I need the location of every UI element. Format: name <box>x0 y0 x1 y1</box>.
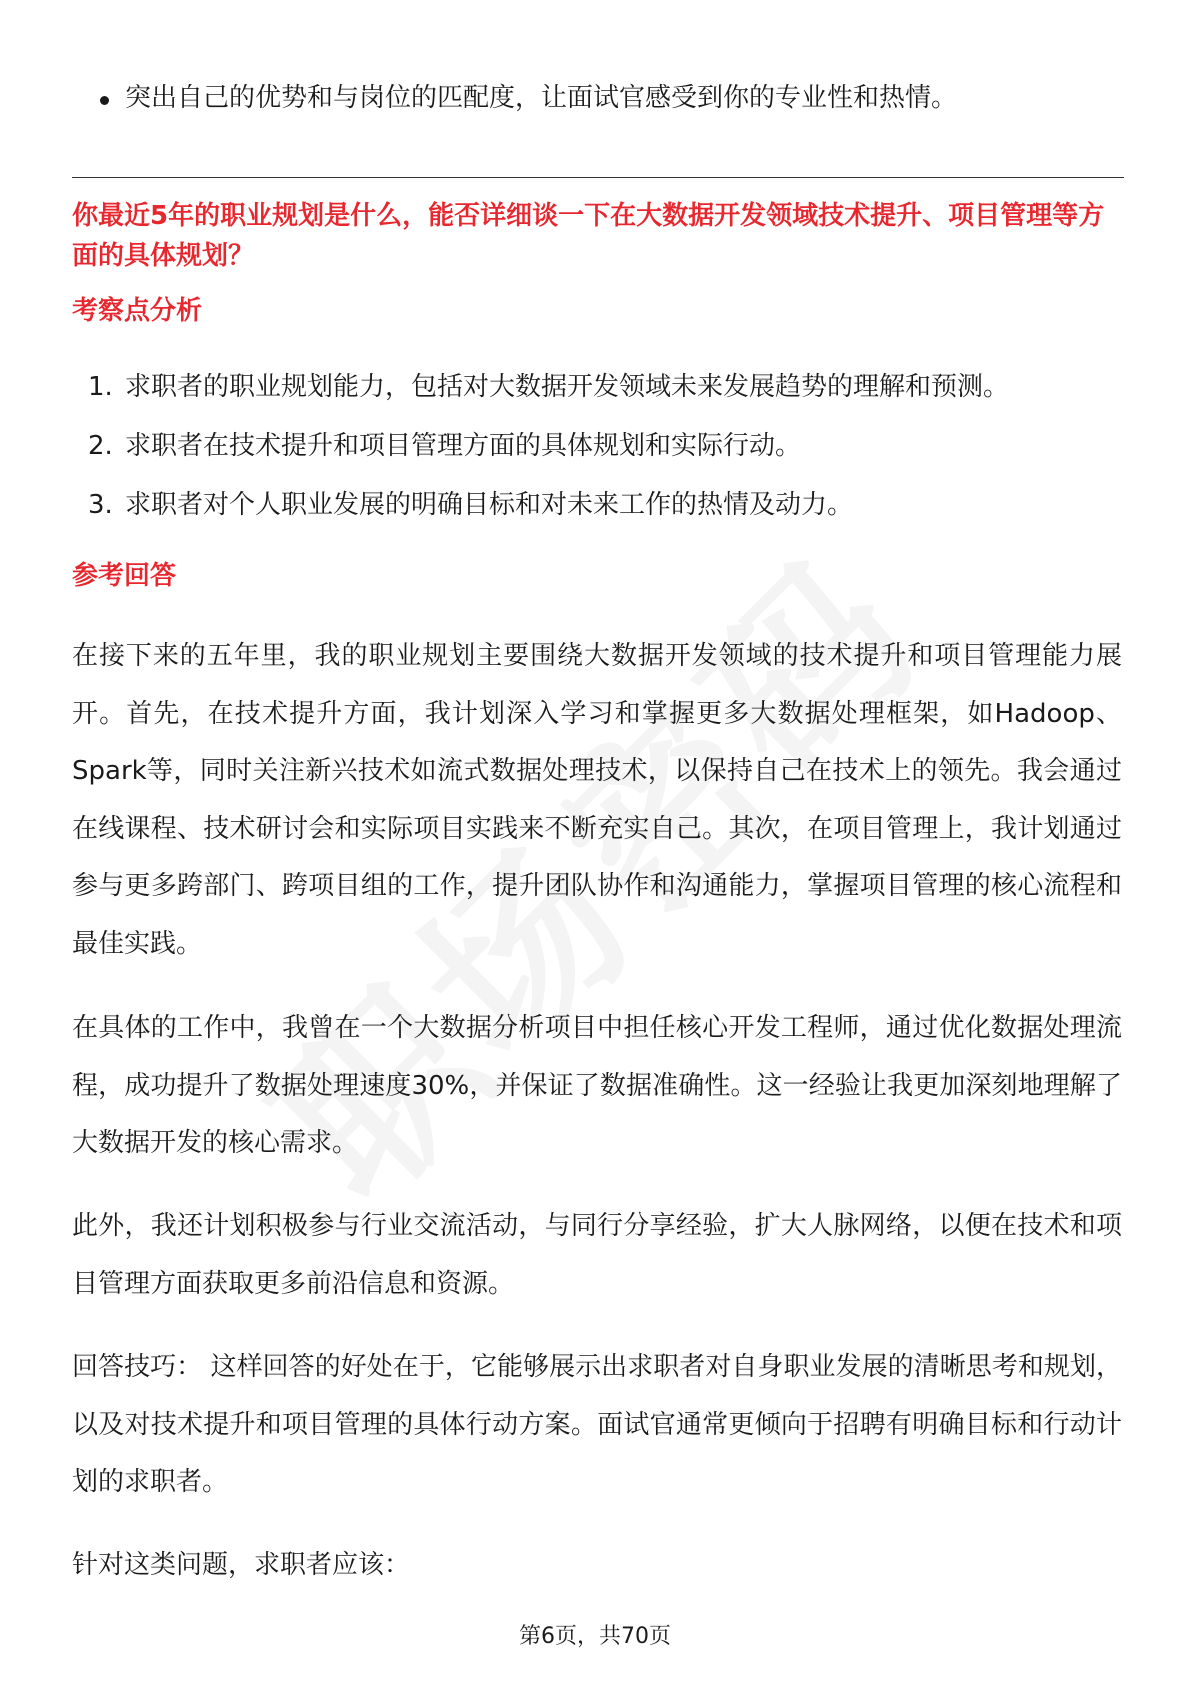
page-number-footer: 第6页，共70页 <box>519 1624 671 1649</box>
list-item-number: 2. <box>88 431 113 461</box>
list-item <box>72 367 1009 407</box>
list-item <box>72 485 1009 525</box>
answer-tips-paragraph: 回答技巧： 这样回答的好处在于，它能够展示出求职者对自身职业发展的清晰思考和规划，以及对技术提升和项目管理的具体行动方案。面试官通常更倾向于招聘有明确目标和行动计划的求职者。 <box>72 1352 1122 1497</box>
list-item-number: 3. <box>88 490 113 520</box>
list-item-text: 求职者的职业规划能力，包括对大数据开发领域未来发展趋势的理解和预测。 <box>125 372 1010 402</box>
answer-heading: 参考回答 <box>72 561 177 591</box>
answer-paragraph: 此外，我还计划积极参与行业交流活动，与同行分享经验，扩大人脉网络，以便在技术和项目管理方面获取更多前沿信息和资源。 <box>72 1211 1122 1299</box>
question-heading: 你最近5年的职业规划是什么，能否详细谈一下在大数据开发领域技术提升、项目管理等方面的具体规划？ <box>72 201 1105 271</box>
analysis-list <box>72 367 1009 544</box>
list-item-text: 求职者在技术提升和项目管理方面的具体规划和实际行动。 <box>125 431 802 461</box>
document-page <box>72 0 1124 1684</box>
answer-paragraph: 针对这类问题，求职者应该： <box>72 1550 411 1580</box>
bullet-item: 突出自己的优势和与岗位的匹配度，让面试官感受到你的专业性和热情。 <box>72 78 957 118</box>
list-item-number: 1. <box>88 372 113 402</box>
analysis-heading: 考察点分析 <box>72 296 203 326</box>
answer-paragraph: 在具体的工作中，我曾在一个大数据分析项目中担任核心开发工程师，通过优化数据处理流程，成功提升了数据处理速度30%，并保证了数据准确性。这一经验让我更加深刻地理解了大数据开发的核心需求。 <box>72 1013 1122 1158</box>
list-item-text: 求职者对个人职业发展的明确目标和对未来工作的热情及动力。 <box>125 490 854 520</box>
section-divider <box>72 177 1124 178</box>
list-item <box>72 426 1009 466</box>
answer-paragraph: 在接下来的五年里，我的职业规划主要围绕大数据开发领域的技术提升和项目管理能力展开。首先，在技术提升方面，我计划深入学习和掌握更多大数据处理框架，如Hadoop、Spark等，同时关注新兴技术如流式数据处理技术，以保持自己在技术上的领先。我会通过在线课程、技术研讨会和实际项目实践来不断充实自己。其次，在项目管理上，我计划通过参与更多跨部门、跨项目组的工作，提升团队协作和沟通能力，掌握项目管理的核心流程和最佳实践。 <box>72 641 1122 959</box>
bullet-list <box>72 78 957 118</box>
